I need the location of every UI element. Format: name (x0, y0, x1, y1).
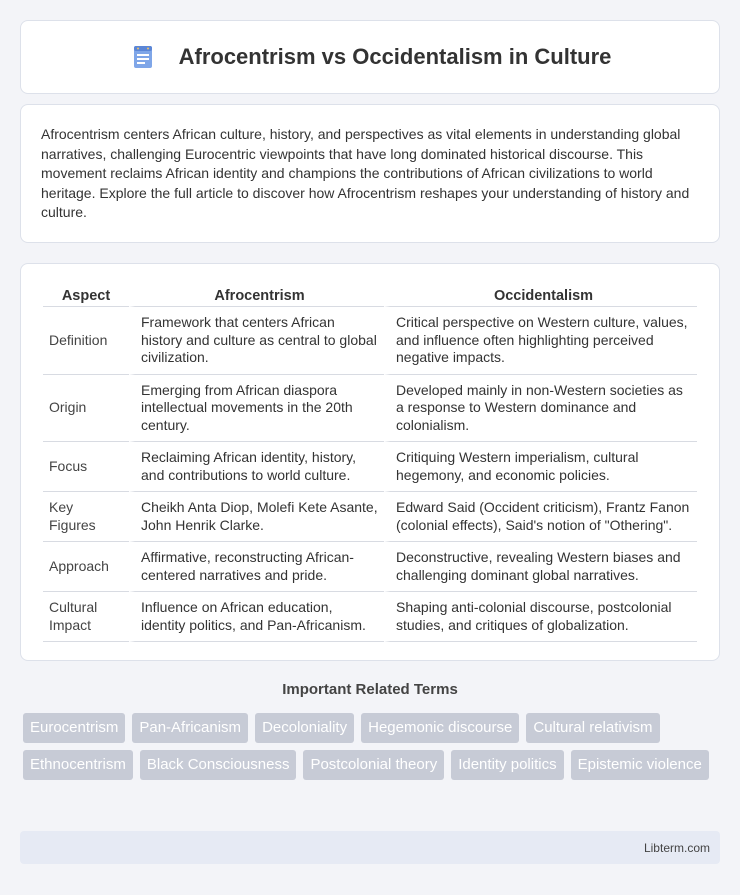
tag-black-consciousness[interactable]: Black Consciousness (140, 750, 297, 780)
intro-card (20, 104, 720, 243)
table-row (43, 307, 697, 375)
footer (20, 831, 720, 864)
row-occidentalism: Edward Said (Occident criticism), Frantz Fanon (colonial effects), Said's notion of "Othering". (384, 492, 697, 542)
row-afrocentrism: Reclaiming African identity, history, and contributions to world culture. (129, 442, 384, 492)
row-aspect: Definition (43, 307, 129, 375)
document-icon (129, 43, 157, 71)
table-row (43, 492, 697, 542)
row-afrocentrism: Affirmative, reconstructing African-centered narratives and pride. (129, 542, 384, 592)
footer-site-link[interactable]: Libterm.com (643, 840, 710, 855)
header-afrocentrism: Afrocentrism (129, 284, 384, 307)
row-occidentalism: Shaping anti-colonial discourse, postcolonial studies, and critiques of globalization. (384, 592, 697, 642)
intro-paragraph: Afrocentrism centers African culture, history, and perspectives as vital elements in understanding global narratives, challenging Eurocentric viewpoints that have long dominated historical discourse. This movement reclaims African identity and champions the contributions of African civilizations to world heritage. Explore the full article to discover how Afrocentrism reshapes your understanding of history and culture. (41, 126, 690, 221)
tag-hegemonic-discourse[interactable]: Hegemonic discourse (361, 713, 519, 743)
table-row (43, 542, 697, 592)
table-row (43, 592, 697, 642)
row-aspect: Approach (43, 542, 129, 592)
table-row (43, 375, 697, 443)
tag-pan-africanism[interactable]: Pan-Africanism (132, 713, 248, 743)
header-aspect: Aspect (43, 284, 129, 307)
row-afrocentrism: Influence on African education, identity politics, and Pan-Africanism. (129, 592, 384, 642)
row-occidentalism: Deconstructive, revealing Western biases and challenging dominant global narratives. (384, 542, 697, 592)
related-terms-list (23, 713, 723, 787)
tag-decoloniality[interactable]: Decoloniality (255, 713, 354, 743)
tag-postcolonial-theory[interactable]: Postcolonial theory (303, 750, 444, 780)
row-occidentalism: Critical perspective on Western culture, values, and influence often highlighting perceived negative impacts. (384, 307, 697, 375)
row-aspect: Key Figures (43, 492, 129, 542)
row-occidentalism: Critiquing Western imperialism, cultural hegemony, and economic policies. (384, 442, 697, 492)
tag-ethnocentrism[interactable]: Ethnocentrism (23, 750, 133, 780)
tag-identity-politics[interactable]: Identity politics (451, 750, 563, 780)
row-afrocentrism: Framework that centers African history and culture as central to global civilization. (129, 307, 384, 375)
row-afrocentrism: Emerging from African diaspora intellectual movements in the 20th century. (129, 375, 384, 443)
tag-eurocentrism[interactable]: Eurocentrism (23, 713, 125, 743)
row-occidentalism: Developed mainly in non-Western societies as a response to Western dominance and colonialism. (384, 375, 697, 443)
comparison-card (20, 263, 720, 661)
tag-epistemic-violence[interactable]: Epistemic violence (571, 750, 709, 780)
title-card (20, 20, 720, 94)
row-aspect: Focus (43, 442, 129, 492)
comparison-table (43, 284, 697, 642)
row-afrocentrism: Cheikh Anta Diop, Molefi Kete Asante, John Henrik Clarke. (129, 492, 384, 542)
table-header-row (43, 284, 697, 307)
header-occidentalism: Occidentalism (384, 284, 697, 307)
row-aspect: Cultural Impact (43, 592, 129, 642)
related-terms-title: Important Related Terms (282, 681, 458, 698)
page-title: Afrocentrism vs Occidentalism in Culture (178, 44, 612, 69)
row-aspect: Origin (43, 375, 129, 443)
table-row (43, 442, 697, 492)
tag-cultural-relativism[interactable]: Cultural relativism (526, 713, 659, 743)
